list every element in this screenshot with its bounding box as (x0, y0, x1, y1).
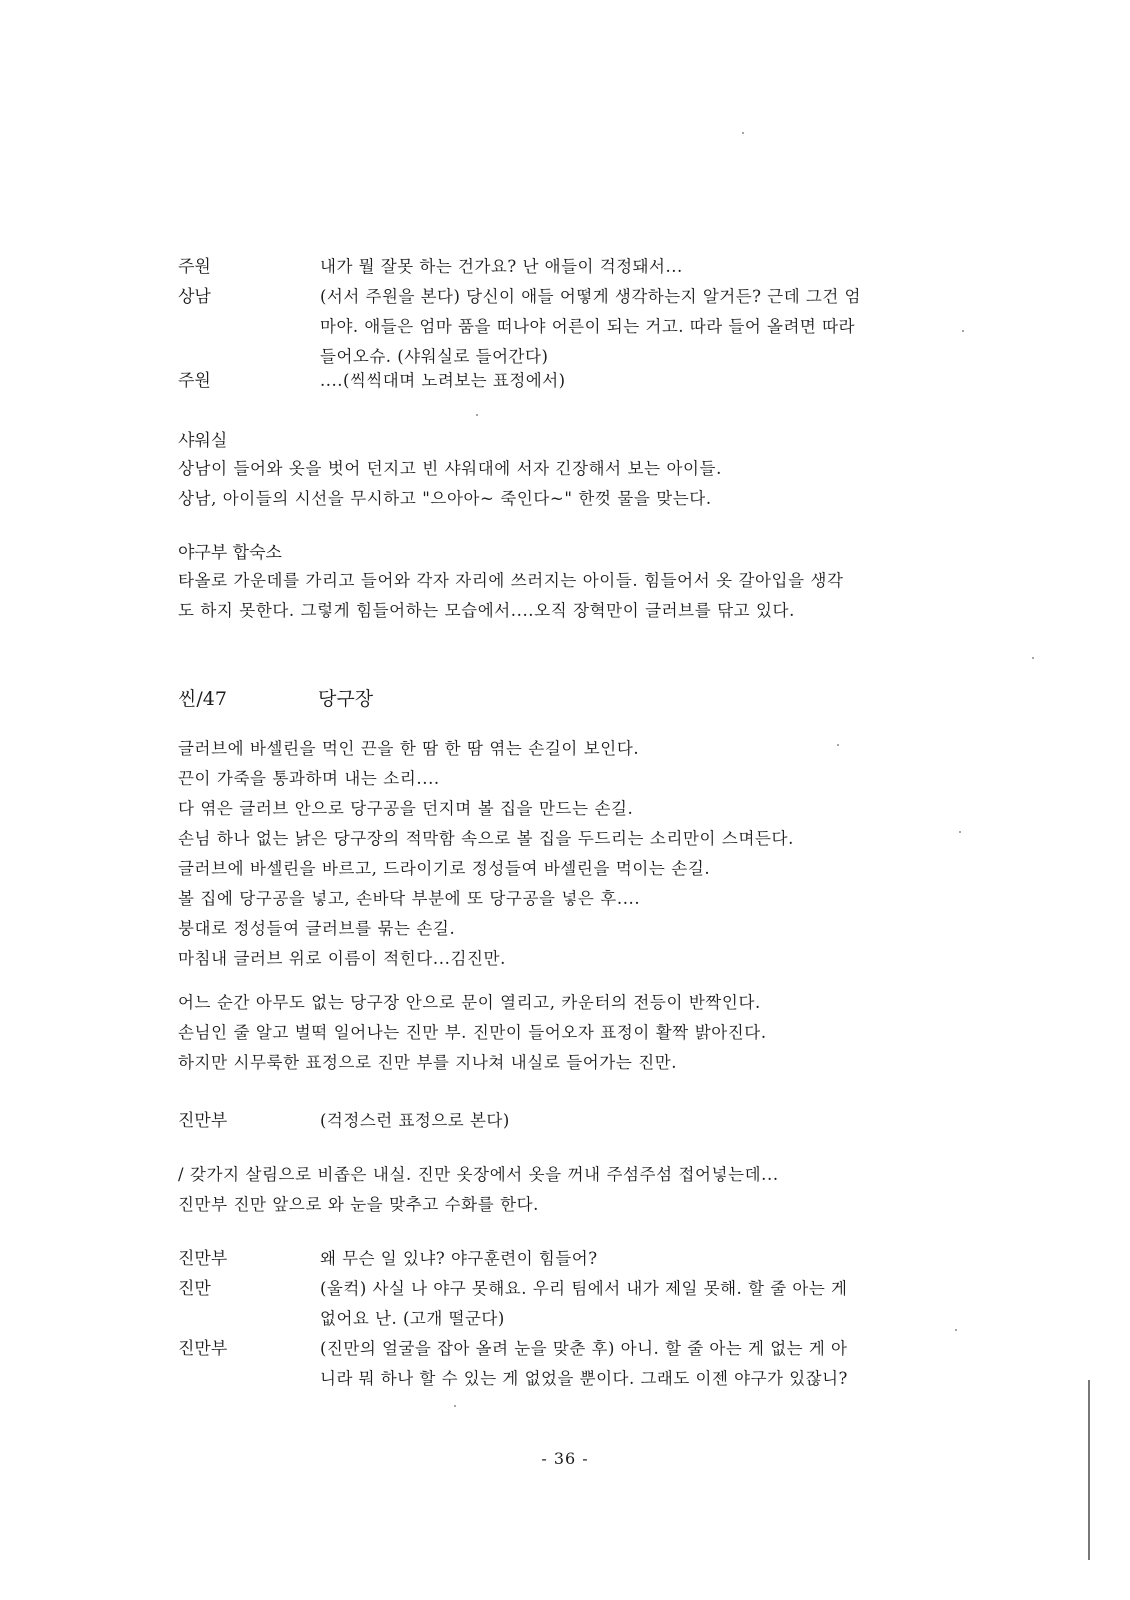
action-line: 진만부 진만 앞으로 와 눈을 맞추고 수화를 한다. (178, 1195, 539, 1214)
scan-speck (837, 744, 839, 746)
text-line: 마야. 애들은 엄마 품을 떠나야 어른이 되는 거고. 따라 들어 올려면 따라 (320, 317, 855, 336)
location-heading: 샤워실 (178, 431, 228, 451)
scene-number: 씬/47 (178, 688, 227, 710)
action-line: 글러브에 바셀린을 바르고, 드라이기로 정성들여 바셀린을 먹이는 손길. (178, 859, 711, 878)
action-line: 상남이 들어와 옷을 벗어 던지고 빈 샤워대에 서자 긴장해서 보는 아이들. (178, 459, 722, 478)
scan-edge-line (1088, 1380, 1090, 1560)
action-line: 붕대로 정성들여 글러브를 묶는 손길. (178, 919, 456, 938)
text-line: 니라 뭐 하나 할 수 있는 게 없었을 뿐이다. 그래도 이젠 야구가 있잖니? (320, 1369, 848, 1388)
location-heading: 야구부 합숙소 (178, 543, 282, 563)
scan-speck (1032, 657, 1034, 659)
text-line: (울컥) 사실 나 야구 못해요. 우리 팀에서 내가 제일 못해. 할 줄 아는 게 (320, 1279, 848, 1298)
scan-speck (955, 1329, 957, 1331)
dialogue-text (320, 252, 970, 282)
scan-speck (454, 1405, 456, 1407)
action-line: 손님 하나 없는 낡은 당구장의 적막함 속으로 볼 집을 두드리는 소리만이 스며든다. (178, 829, 794, 848)
speaker: 주원 (178, 257, 211, 277)
speaker: 상남 (178, 287, 211, 307)
speaker: 진만 (178, 1279, 211, 1299)
scene-location: 당구장 (318, 688, 374, 710)
dialogue-text (320, 1274, 970, 1334)
text-line: (서서 주원을 본다) 당신이 애들 어떻게 생각하는지 알거든? 근데 그건 엄 (320, 287, 861, 306)
action-line: 타올로 가운데를 가리고 들어와 각자 자리에 쓰러지는 아이들. 힘들어서 옷 갈아입을 생각 (178, 571, 844, 590)
action-paragraph (178, 1160, 968, 1220)
action-line: 볼 집에 당구공을 넣고, 손바닥 부분에 또 당구공을 넣은 후.... (178, 889, 641, 908)
action-line: 끈이 가죽을 통과하며 내는 소리.... (178, 769, 440, 788)
action-line: 도 하지 못한다. 그렇게 힘들어하는 모습에서....오직 장혁만이 글러브를 닦고 있다. (178, 601, 795, 620)
text-line: ....(씩씩대며 노려보는 표정에서) (320, 371, 566, 390)
action-paragraph (178, 988, 968, 1078)
dialogue-text (320, 366, 970, 396)
scan-speck (742, 132, 744, 134)
action-line: 마침내 글러브 위로 이름이 적힌다...김진만. (178, 949, 506, 968)
scan-speck (476, 414, 478, 416)
dialogue-text (320, 1106, 970, 1136)
speaker: 주원 (178, 371, 211, 391)
action-line: 손님인 줄 알고 벌떡 일어나는 진만 부. 진만이 들어오자 표정이 활짝 밝아진다. (178, 1023, 767, 1042)
action-paragraph (178, 566, 968, 626)
text-line: (진만의 얼굴을 잡아 올려 눈을 맞춘 후) 아니. 할 줄 아는 게 없는 게 아 (320, 1339, 848, 1358)
action-paragraph (178, 734, 968, 974)
text-line: 왜 무슨 일 있냐? 야구훈련이 힘들어? (320, 1249, 598, 1268)
action-paragraph (178, 454, 968, 514)
action-line: 어느 순간 아무도 없는 당구장 안으로 문이 열리고, 카운터의 전등이 반짝인다. (178, 993, 761, 1012)
action-line: 글러브에 바셀린을 먹인 끈을 한 땀 한 땀 엮는 손길이 보인다. (178, 739, 640, 758)
text-line: (걱정스런 표정으로 본다) (320, 1111, 510, 1130)
dialogue-text (320, 282, 970, 372)
action-line: 다 엮은 글러브 안으로 당구공을 던지며 볼 집을 만드는 손길. (178, 799, 634, 818)
scan-speck (959, 831, 961, 833)
page-number: - 36 - (541, 1449, 589, 1468)
dialogue-text (320, 1244, 970, 1274)
speaker: 진만부 (178, 1339, 228, 1359)
text-line: 들어오슈. (샤워실로 들어간다) (320, 347, 549, 366)
speaker: 진만부 (178, 1111, 228, 1131)
dialogue-text (320, 1334, 970, 1394)
action-line: 상남, 아이들의 시선을 무시하고 "으아아~ 죽인다~" 한껏 물을 맞는다. (178, 489, 712, 508)
text-line: 없어요 난. (고개 떨군다) (320, 1309, 505, 1328)
text-line: 내가 뭘 잘못 하는 건가요? 난 애들이 걱정돼서... (320, 257, 683, 276)
scan-speck (962, 330, 964, 332)
action-line: / 갖가지 살림으로 비좁은 내실. 진만 옷장에서 옷을 꺼내 주섬주섬 접어넣는데... (178, 1165, 779, 1184)
speaker: 진만부 (178, 1249, 228, 1269)
action-line: 하지만 시무룩한 표정으로 진만 부를 지나쳐 내실로 들어가는 진만. (178, 1053, 678, 1072)
